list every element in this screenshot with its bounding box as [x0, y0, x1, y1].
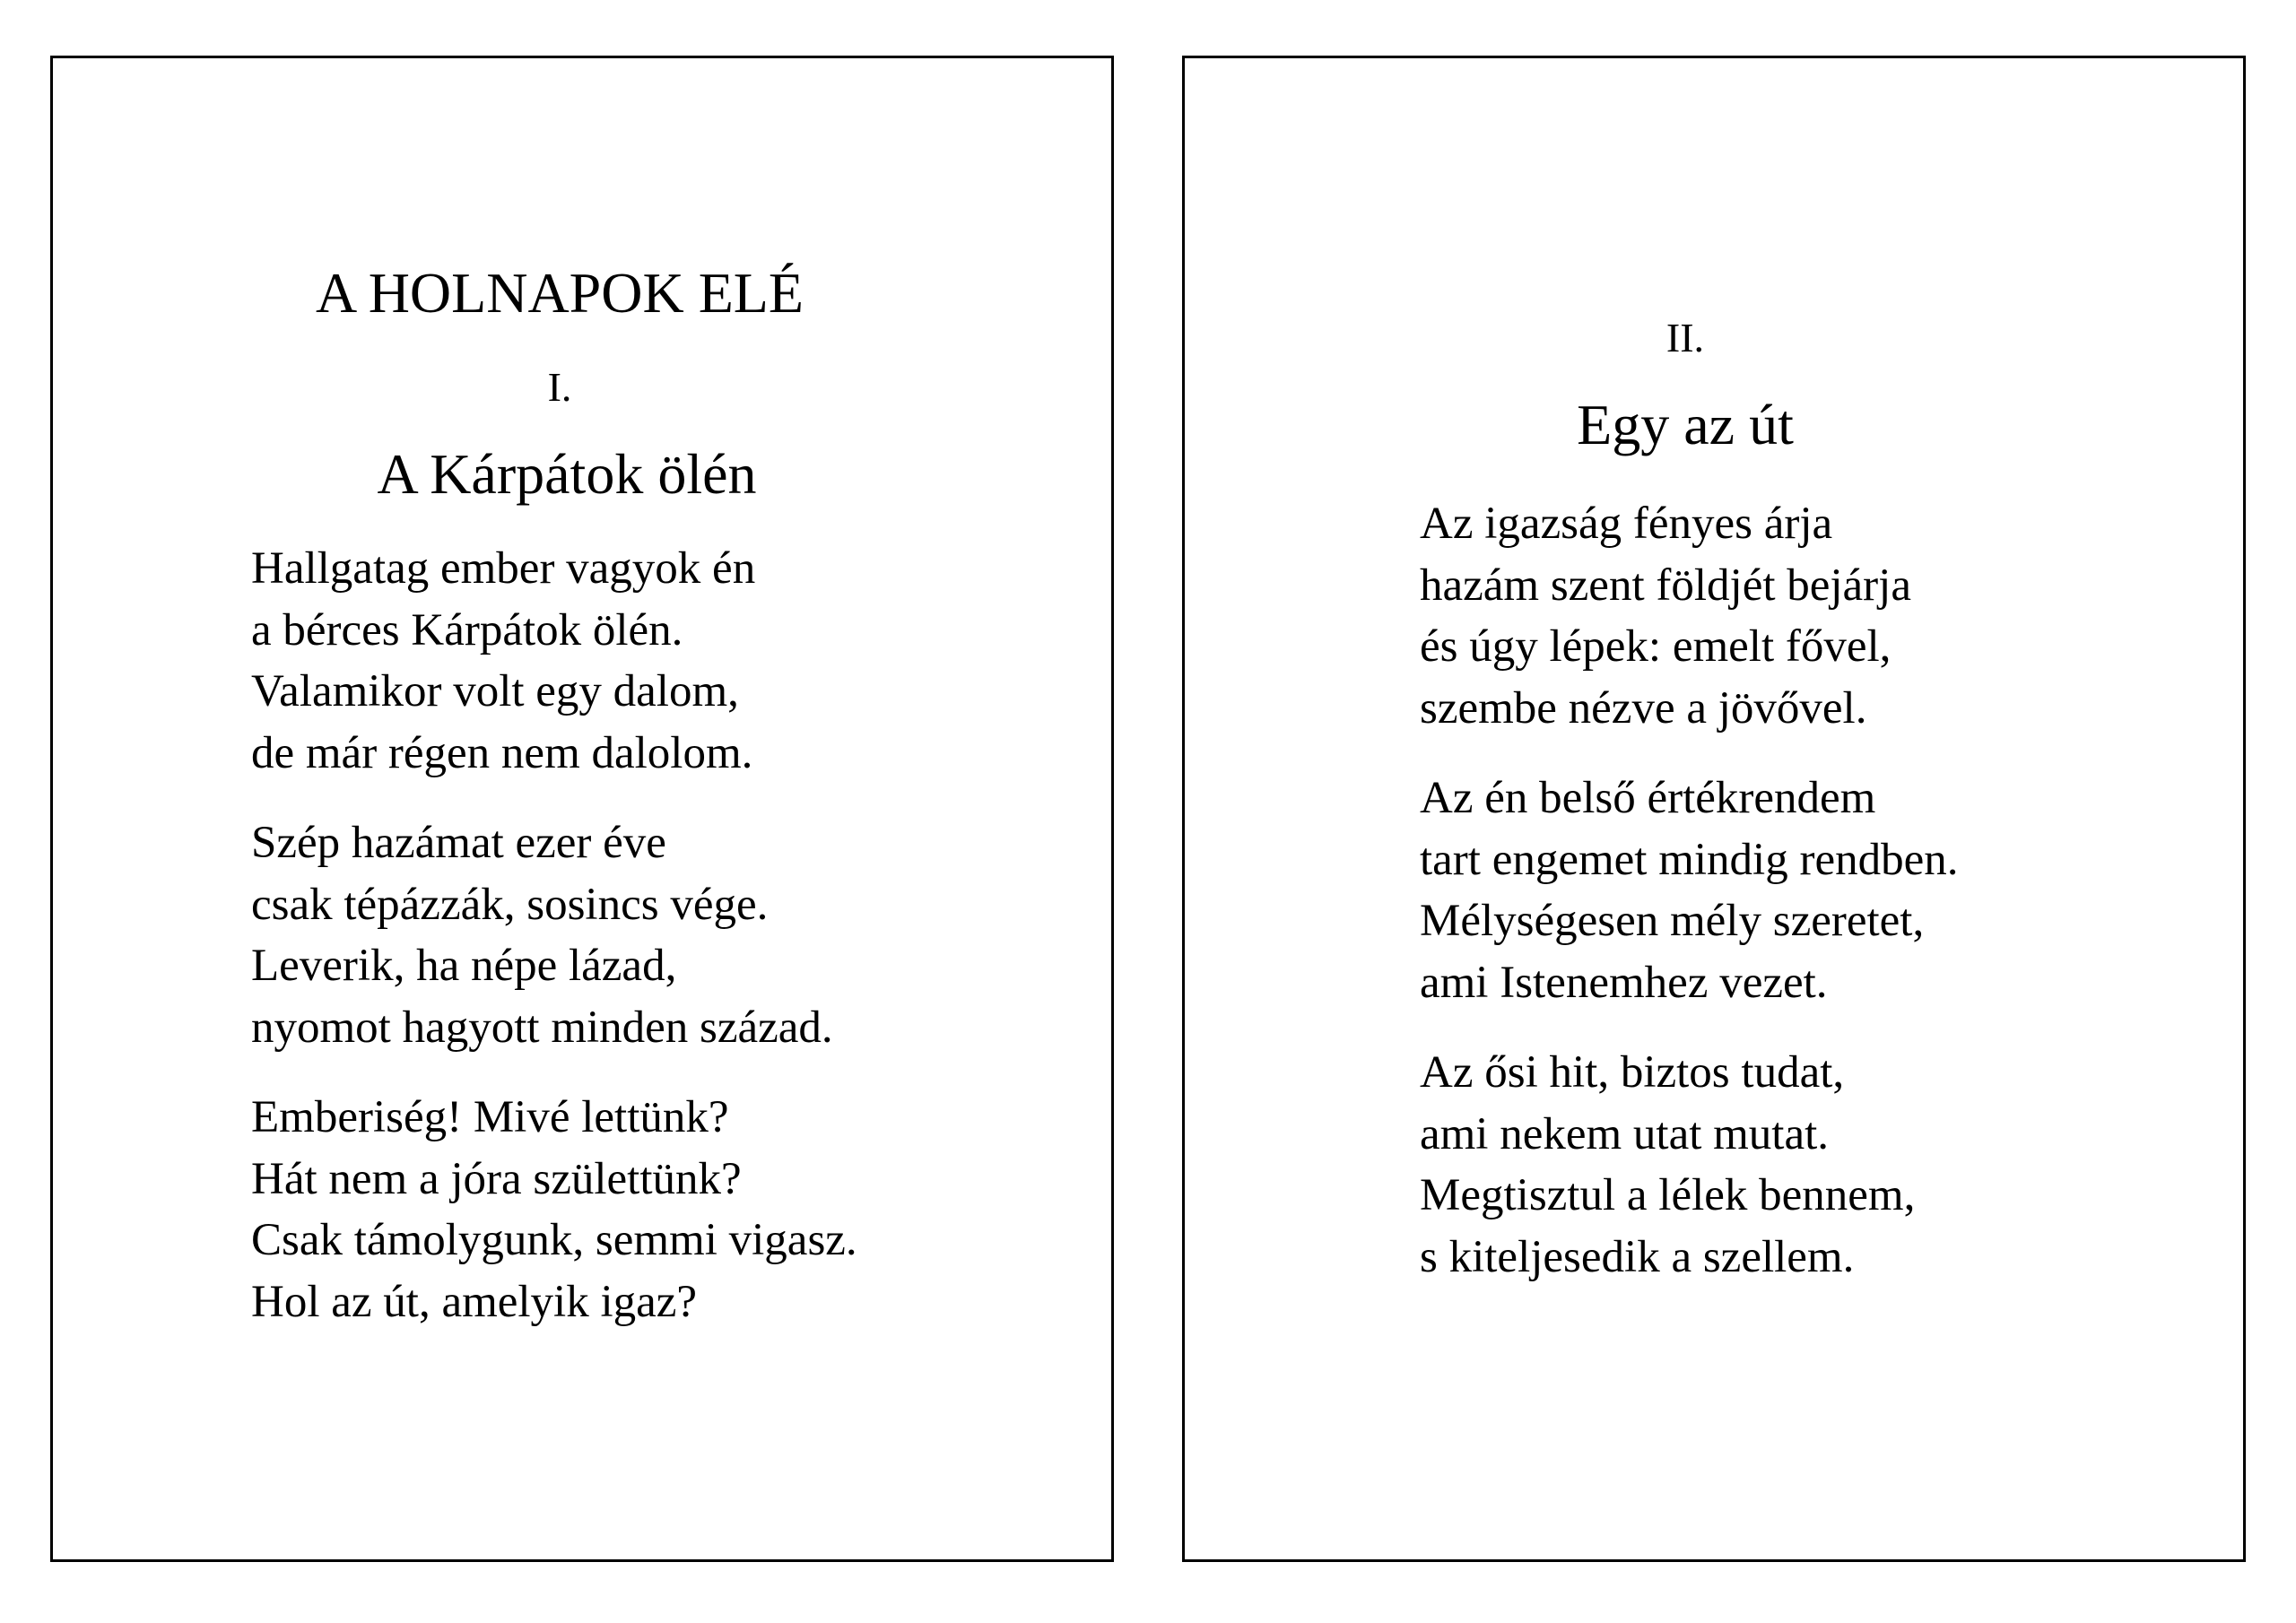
stanza [1420, 1042, 1915, 1288]
verse-line: Az ősi hit, biztos tudat, [1420, 1047, 1845, 1098]
verse-line: Valamikor volt egy dalom, [251, 666, 739, 716]
verse-line: a bérces Kárpátok ölén. [251, 604, 683, 655]
section-numeral: II. [1665, 315, 1705, 360]
verse-line: Leverik, ha népe lázad, [251, 941, 677, 991]
verse-line: és úgy lépek: emelt fővel, [1420, 621, 1892, 672]
verse-line: Az igazság fényes árja [1420, 499, 1833, 549]
verse-line: tart engemet mindig rendben. [1420, 834, 1959, 885]
stanza [251, 1087, 857, 1332]
section-title: A Kárpátok ölén [377, 442, 757, 506]
verse-line: Megtisztul a lélek bennem, [1420, 1170, 1916, 1220]
right-page [1182, 56, 2246, 1562]
stanza [1420, 493, 1911, 739]
verse-line: Hol az út, amelyik igaz? [251, 1276, 698, 1327]
verse-line: nyomot hagyott minden század. [251, 1002, 833, 1053]
stanza [1420, 768, 1958, 1013]
section-numeral: I. [547, 364, 572, 410]
verse-line: ami Istenemhez vezet. [1420, 957, 1828, 1008]
verse-line: Szép hazámat ezer éve [251, 818, 666, 868]
verse-line: Hallgatag ember vagyok én [251, 543, 756, 594]
verse-line: Az én belső értékrendem [1420, 773, 1876, 823]
verse-line: de már régen nem dalolom. [251, 727, 753, 778]
stanza [251, 812, 833, 1058]
verse-line: csak tépázzák, sosincs vége. [251, 879, 769, 930]
stanza [251, 538, 755, 784]
verse-line: ami nekem utat mutat. [1420, 1108, 1830, 1159]
verse-line: Hát nem a jóra születtünk? [251, 1153, 742, 1204]
section-title: Egy az út [1577, 393, 1794, 456]
poem-title: A HOLNAPOK ELÉ [316, 261, 804, 325]
verse-line: s kiteljesedik a szellem. [1420, 1231, 1855, 1282]
verse-line: Mélységesen mély szeretet, [1420, 896, 1925, 946]
verse-line: szembe nézve a jövővel. [1420, 682, 1867, 733]
verse-line: hazám szent földjét bejárja [1420, 560, 1911, 611]
left-page [50, 56, 1114, 1562]
verse-line: Csak támolygunk, semmi vigasz. [251, 1215, 857, 1265]
verse-line: Emberiség! Mivé lettünk? [251, 1092, 729, 1142]
